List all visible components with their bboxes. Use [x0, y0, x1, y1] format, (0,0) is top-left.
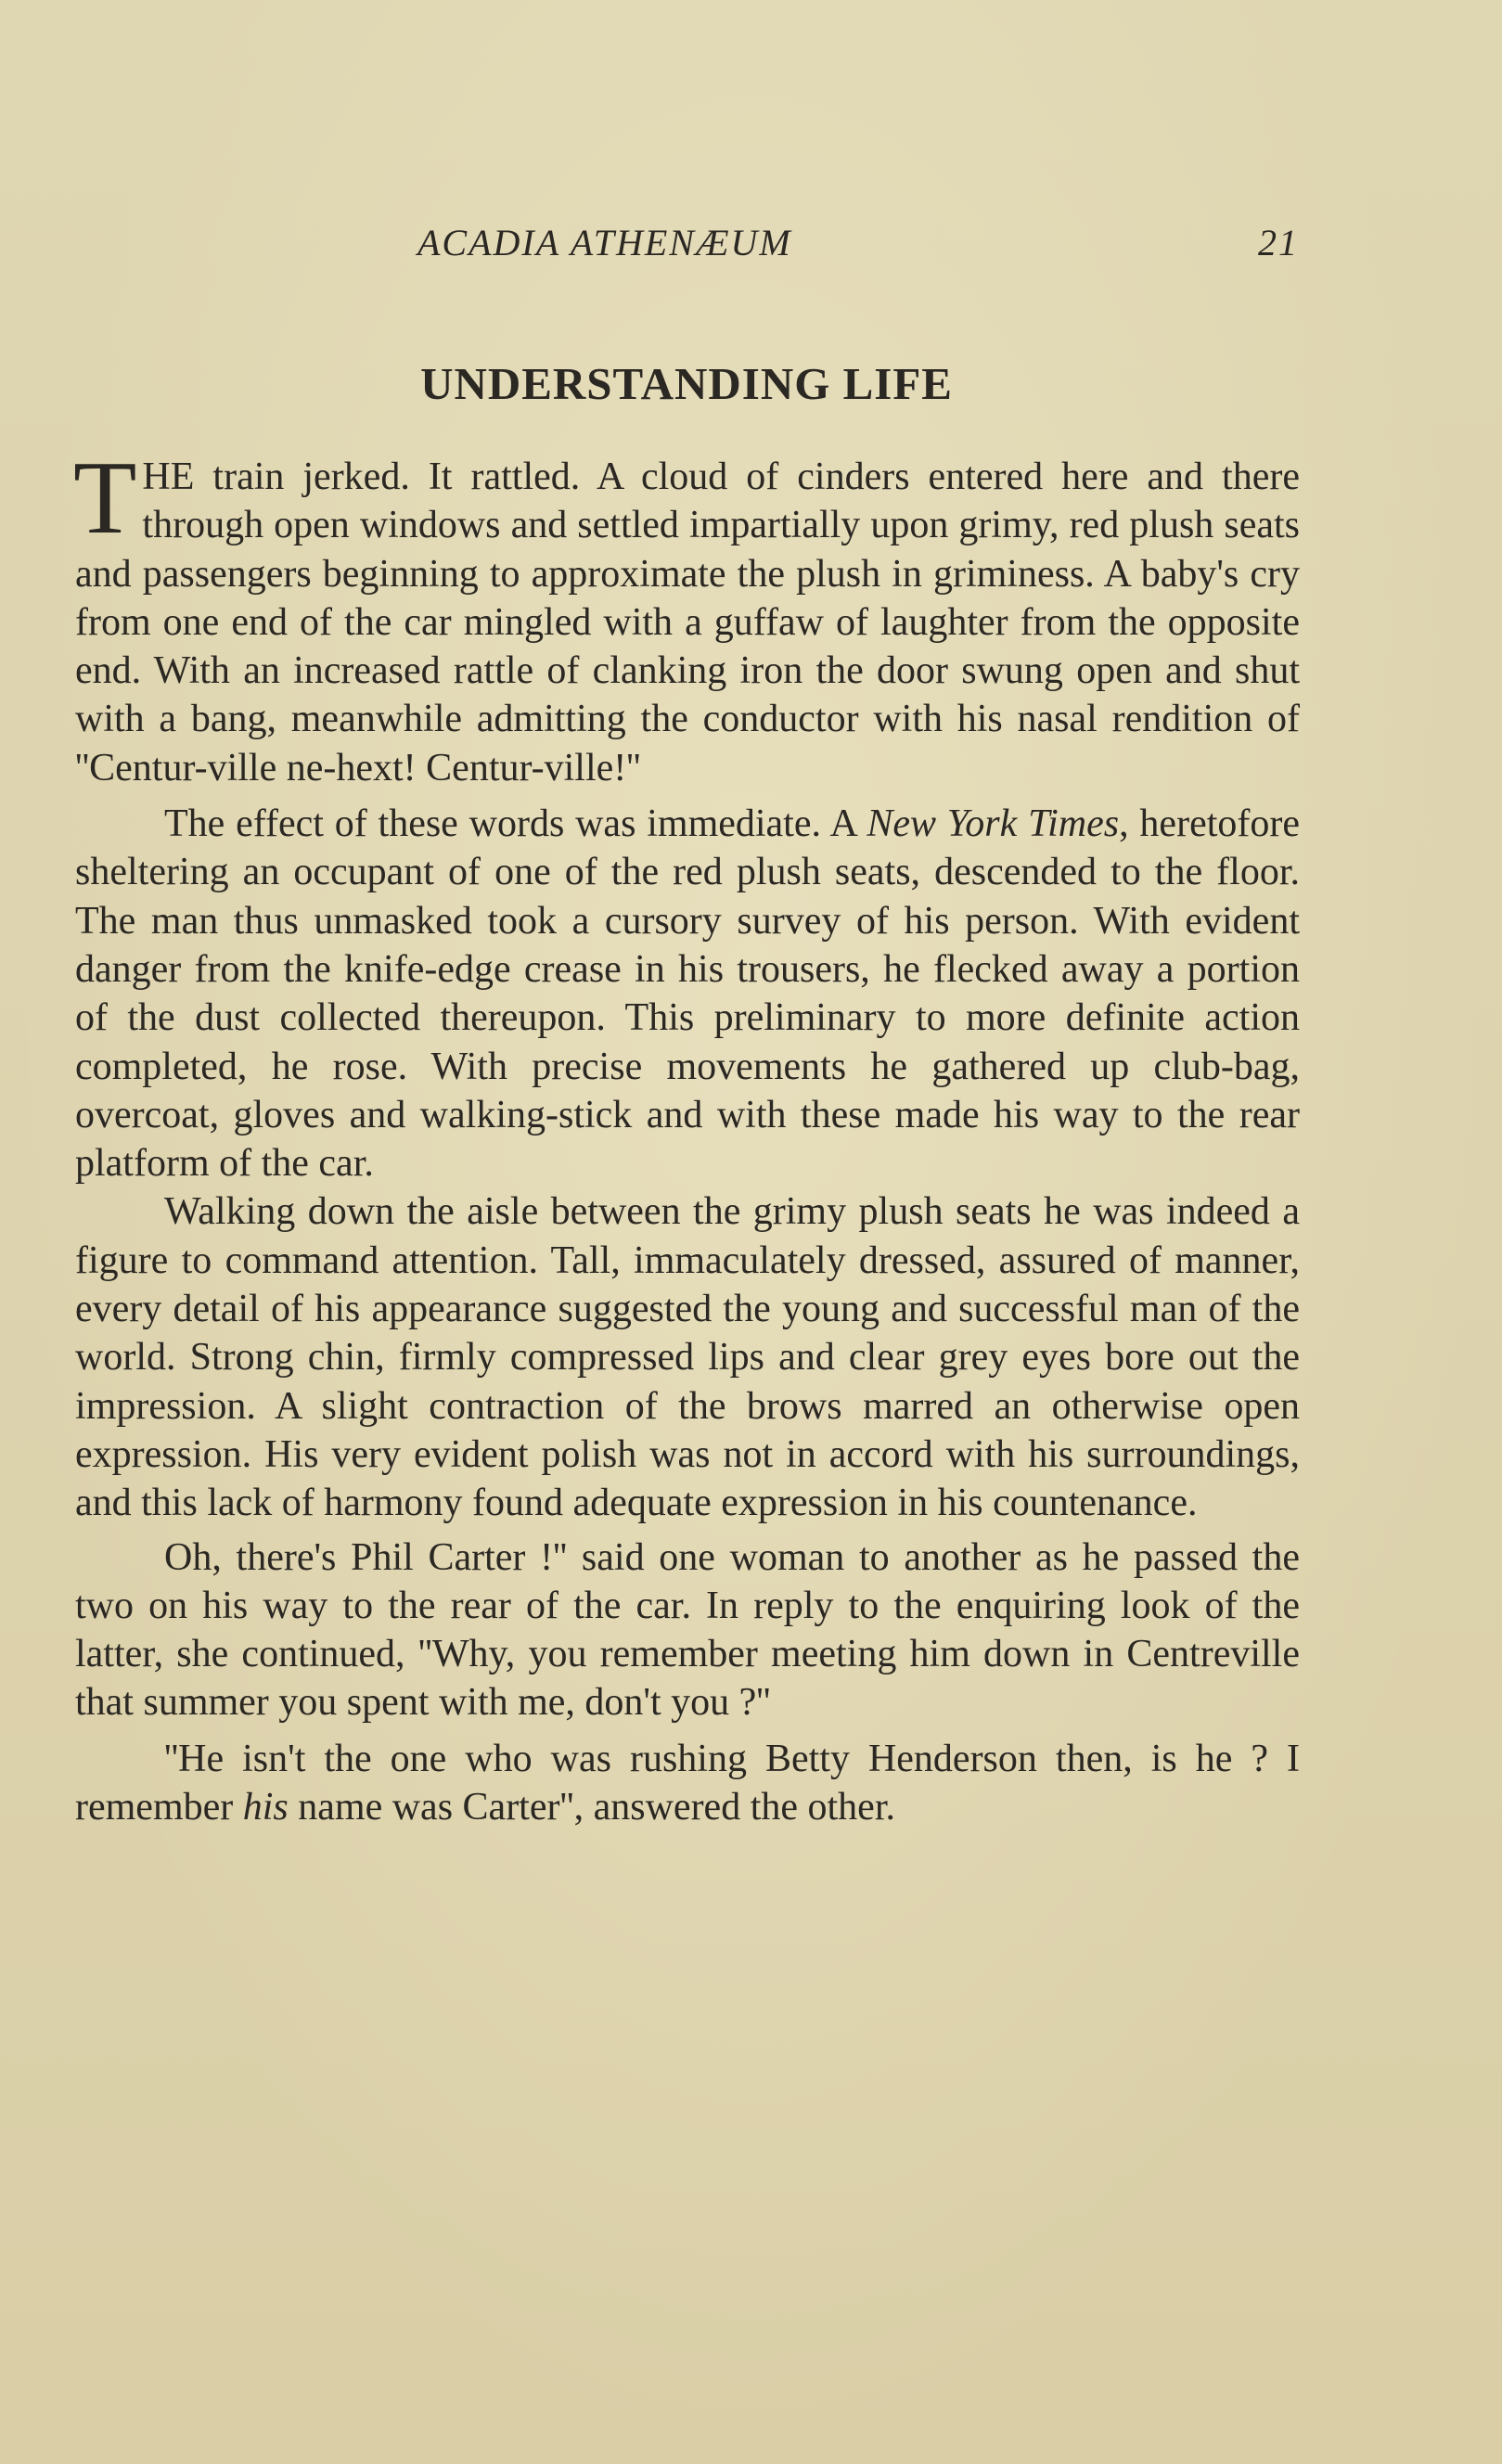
paragraph-2-after: , heretofore sheltering an occupant of one of the red plush seats, descended to the floor. The man thus unmasked took a cursory survey of his person. With evident danger from the knife-edge crease in his trousers, he flecked away a portion of the dust collected thereupon. This preliminary to more definite action completed, he rose. With precise movements he gathered up club-bag, overcoat, gloves and walking-stick and with these made his way to the rear platform of the car.	[75, 802, 1300, 1186]
paragraph-2	[75, 800, 1300, 1187]
paragraph-4: Oh, there's Phil Carter !'' said one woman to another as he passed the two on his way to the rear of the car. In reply to the enquiring look of the latter, she continued, ''Why, you remember meeting him down in Centreville that summer you spent with me, don't you ?''	[75, 1535, 1300, 1725]
drop-cap: T	[73, 441, 137, 556]
newspaper-title: New York Times	[867, 802, 1120, 846]
running-head	[417, 221, 1299, 267]
paragraph-3: Walking down the aisle between the grimy plush seats he was indeed a figure to command attention. Tall, immaculately dressed, assured of manner, every detail of his appearance suggested the young and successful man of the world. Strong chin, firmly compressed lips and clear grey eyes bore out the impression. A slight contraction of the brows marred an otherwise open expression. His very evident polish was not in accord with his surroundings, and this lack of harmony found adequate expression in his countenance.	[75, 1190, 1300, 1525]
page-number: 21	[1258, 222, 1299, 263]
emphasis-his: his	[242, 1786, 289, 1829]
article-title: UNDERSTANDING LIFE	[420, 358, 953, 409]
paragraph-5-before: ''He isn't the one who was rushing Betty Henderson then, is he ? I remember	[75, 1737, 1300, 1829]
paragraph-5-after: name was Carter'', answered the other.	[288, 1786, 895, 1829]
running-title: ACADIA ATHENÆUM	[417, 222, 792, 263]
article-body	[73, 441, 1300, 1831]
paragraph-2-before: The effect of these words was immediate. A	[164, 802, 867, 846]
paragraph-5	[75, 1735, 1300, 1832]
paragraph-1-text: HE train jerked. It rattled. A cloud of cinders entered here and there through open windows and settled impartially upon grimy, red plush seats and passengers beginning to approximate the plush in griminess. A baby's cry from one end of the car mingled with a guffaw of laughter from the opposite end. With an increased rattle of clanking iron the door swung open and shut with a bang, meanwhile admitting the conductor with his nasal rendition of ''Centur-ville ne-hext! Centur-ville!''	[75, 456, 1300, 789]
paragraph-1	[73, 441, 1300, 792]
